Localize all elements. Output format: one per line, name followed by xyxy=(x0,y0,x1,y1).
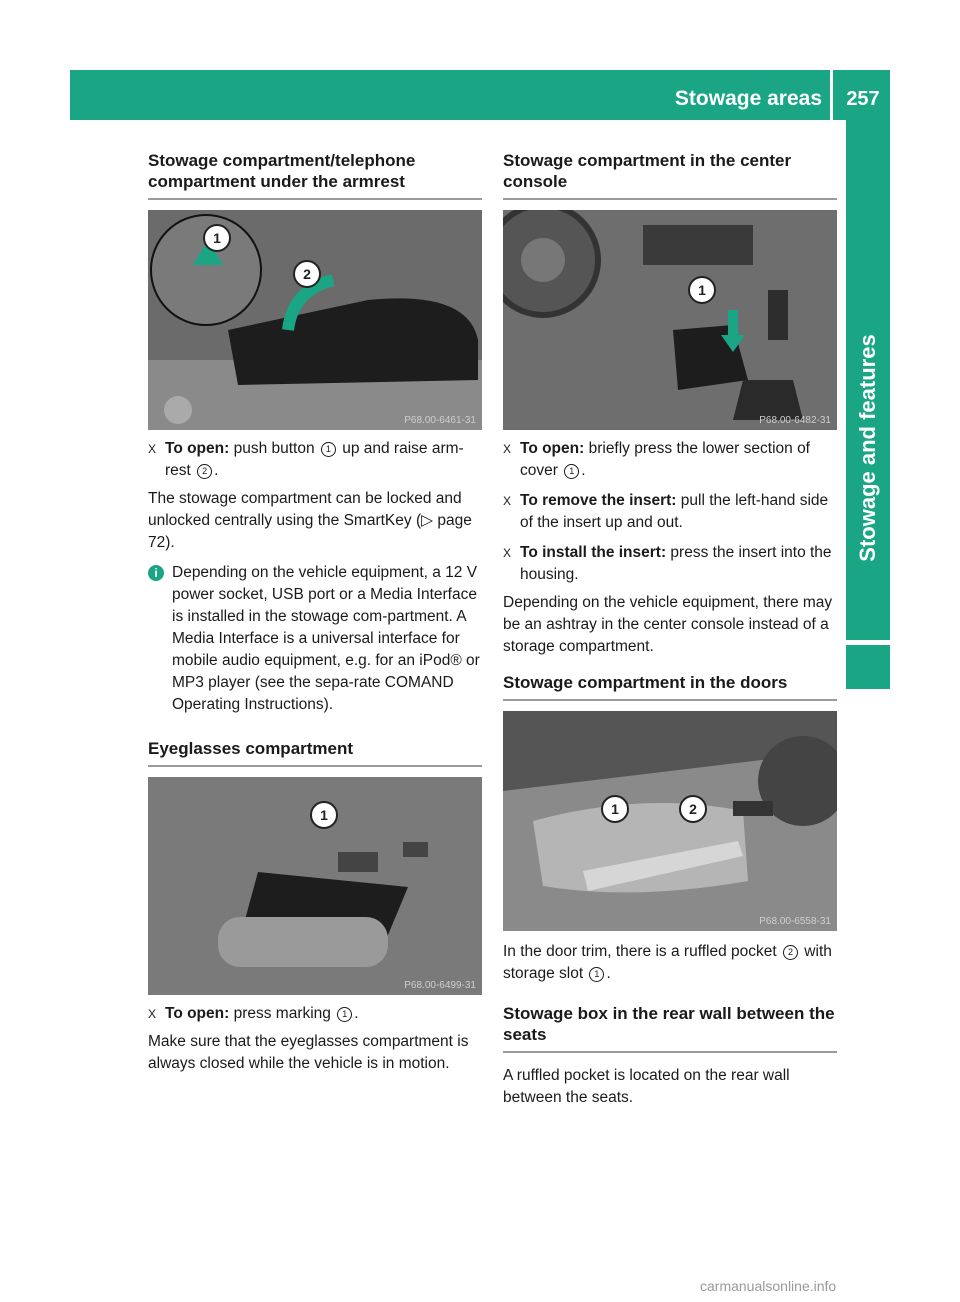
armrest-heading: Stowage compartment/telephone compartment under the armrest xyxy=(148,150,482,200)
rear-wall-paragraph: A ruffled pocket is located on the rear wall between the seats. xyxy=(503,1067,790,1106)
armrest-figure xyxy=(148,210,482,430)
step-marker: X xyxy=(148,442,157,456)
figure-code: P68.00-6482-31 xyxy=(759,415,831,426)
figure-callout-2: 2 xyxy=(679,795,707,823)
step-marker: X xyxy=(503,494,512,508)
figure-code: P68.00-6499-31 xyxy=(404,980,476,991)
eyeglasses-step-open xyxy=(148,1003,482,1025)
figure-code: P68.00-6461-31 xyxy=(404,415,476,426)
step-label: To install the insert: xyxy=(520,544,667,561)
step-text: . xyxy=(354,1005,359,1022)
armrest-note xyxy=(148,562,482,716)
doors-paragraph xyxy=(503,941,837,985)
watermark: carmanualsonline.info xyxy=(700,1278,837,1294)
armrest-step-open xyxy=(148,438,482,482)
callout-1: 1 xyxy=(337,1007,352,1022)
step-text: press marking xyxy=(229,1005,336,1022)
step-marker: X xyxy=(503,442,512,456)
step-text: up and raise arm-rest xyxy=(165,440,464,479)
doors-illustration xyxy=(503,711,837,931)
chapter-label: Stowage and features xyxy=(855,334,880,562)
doors-text: In the door trim, there is a ruffled pocket xyxy=(503,943,781,960)
eyeglasses-heading: Eyeglasses compartment xyxy=(148,738,482,767)
step-text: . xyxy=(214,462,219,479)
step-marker: X xyxy=(503,546,512,560)
info-icon: i xyxy=(148,565,164,581)
figure-callout-1: 1 xyxy=(688,276,716,304)
console-step-remove xyxy=(503,490,837,534)
center-console-figure xyxy=(503,210,837,430)
armrest-paragraph: The stowage compartment can be locked and unlocked centrally using the SmartKey (▷ page 72). xyxy=(148,490,472,551)
step-text: . xyxy=(581,462,586,479)
center-console-illustration xyxy=(503,210,837,430)
console-step-install xyxy=(503,542,837,586)
callout-1: 1 xyxy=(321,442,336,457)
step-label: To open: xyxy=(165,1005,230,1022)
callout-2: 2 xyxy=(197,464,212,479)
step-marker: X xyxy=(148,1007,157,1021)
armrest-illustration xyxy=(148,210,482,430)
step-text: pull the left-hand side of the insert up and out. xyxy=(520,492,829,531)
step-text: push button xyxy=(229,440,319,457)
step-text: briefly press the lower section of cover xyxy=(520,440,810,479)
center-console-heading: Stowage compartment in the center console xyxy=(503,150,837,200)
step-label: To open: xyxy=(165,440,230,457)
page-number: 257 xyxy=(846,88,880,110)
eyeglasses-figure xyxy=(148,777,482,995)
console-step-open xyxy=(503,438,837,482)
doors-figure xyxy=(503,711,837,931)
right-column xyxy=(503,150,837,1109)
section-title: Stowage areas xyxy=(674,87,822,110)
callout-1: 1 xyxy=(589,967,604,982)
armrest-note-text: Depending on the vehicle equipment, a 12 V power socket, USB port or a Media Interface is installed in the stowage com-partment. A Media Interface is a universal interface for mobile audio equipment, e.g. for an iPod® or MP3 player (see the sepa-rate COMAND Operating Instructions). xyxy=(172,564,480,713)
doors-heading: Stowage compartment in the doors xyxy=(503,672,837,701)
callout-2: 2 xyxy=(783,945,798,960)
left-column xyxy=(148,150,482,1075)
doors-text: with storage slot xyxy=(503,943,832,982)
rear-wall-heading: Stowage box in the rear wall between the seats xyxy=(503,1003,837,1053)
header-separator xyxy=(830,70,833,120)
step-label: To open: xyxy=(520,440,585,457)
step-text: press the insert into the housing. xyxy=(520,544,832,583)
eyeglasses-paragraph: Make sure that the eyeglasses compartment is always closed while the vehicle is in motion. xyxy=(148,1033,469,1072)
side-tab-marker xyxy=(846,645,890,689)
figure-code: P68.00-6558-31 xyxy=(759,916,831,927)
figure-callout-1: 1 xyxy=(203,224,231,252)
figure-callout-1: 1 xyxy=(601,795,629,823)
figure-callout-2: 2 xyxy=(293,260,321,288)
figure-callout-1: 1 xyxy=(310,801,338,829)
callout-1: 1 xyxy=(564,464,579,479)
console-paragraph: Depending on the vehicle equipment, there may be an ashtray in the center console instead of a storage compartment. xyxy=(503,594,833,655)
doors-text: . xyxy=(606,965,611,982)
step-label: To remove the insert: xyxy=(520,492,677,509)
